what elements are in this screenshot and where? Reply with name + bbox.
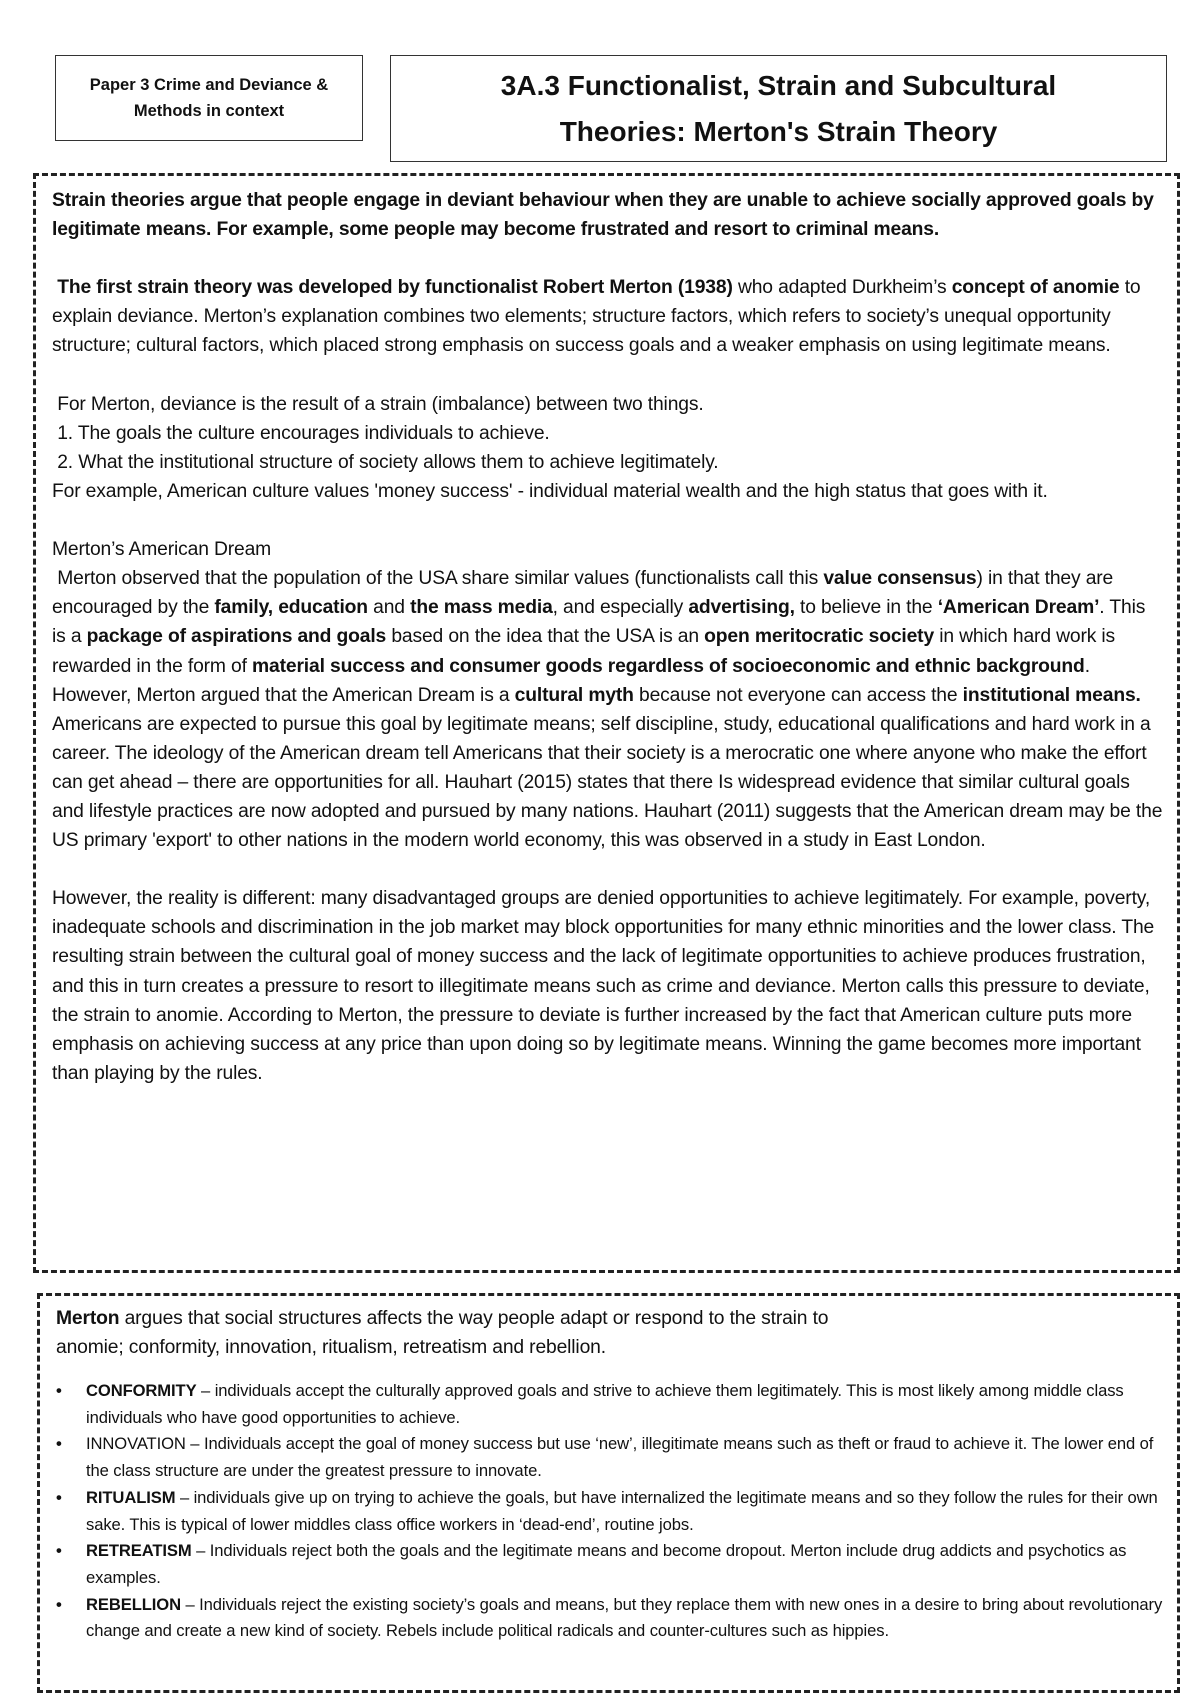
adaptations-section xyxy=(37,1293,1180,1693)
strain-definition: For Merton, deviance is the result of a strain (imbalance) between two things. xyxy=(57,393,704,415)
intro-paragraph xyxy=(52,186,1163,244)
adaptations-list xyxy=(56,1378,1163,1645)
list-item: • REBELLION – Individuals reject the existing society’s goals and means, but they replace them with new ones in a desire to bring about revolutionary change and create a new kind of society. Rebels include political radicals and counter-cultures such as hippies. xyxy=(86,1592,1163,1645)
strain-theory-section xyxy=(33,173,1180,1273)
paper-label-line2: Methods in context xyxy=(133,102,285,120)
paper-label-box xyxy=(55,55,363,141)
intro-text: Strain theories argue that people engage in deviant behaviour when they are unable to achieve socially approved goals by legitimate means. For example, some people may become frustrated and resort to criminal means. xyxy=(52,190,1154,241)
american-dream-heading: Merton’s American Dream xyxy=(52,539,272,561)
american-dream-paragraph: Merton observed that the population of the USA share similar values (functionalists call this value consensus) in that they are encouraged by the family, education and the mass media, and especially advertising, to believe in the ‘American Dream’. This is a package of aspirations and goals based on the idea that the USA is an open meritocratic society in which hard work is rewarded in the form of material success and consumer goods regardless of socioeconomic and ethnic background. However, Merton argued that the American Dream is a cultural myth because not everyone can access the institutional means. xyxy=(52,568,1146,706)
reality-paragraph: However, the reality is different: many disadvantaged groups are denied opportunities to achieve legitimately. For example, poverty, inadequate schools and discrimination in the job market may block opportunities for many ethnic minorities and the lower class. The resulting strain between the cultural goal of money success and the lack of legitimate opportunities to achieve produces frustration, and this in turn creates a pressure to resort to illegitimate means such as crime and deviance. Merton calls this pressure to deviate, the strain to anomie. According to Merton, the pressure to deviate is further increased by the fact that American culture puts more emphasis on achieving success at any price than upon doing so by legitimate means. Winning the game becomes more important than playing by the rules. xyxy=(52,888,1155,1084)
list-item: • RETREATISM – Individuals reject both the goals and the legitimate means and become dropout. Merton include drug addicts and psychotics as examples. xyxy=(86,1538,1163,1591)
legitimate-means-paragraph: Americans are expected to pursue this goal by legitimate means; self discipline, study, educational qualifications and hard work in a career. The ideology of the American dream tell Americans that their society is a merocratic one where anyone who make the effort can get ahead – there are opportunities for all. Hauhart (2015) states that there Is widespread evidence that similar cultural goals and lifestyle practices are now adopted and pursued by many nations. Hauhart (2011) suggests that the American dream may be the US primary 'export' to other nations in the modern world economy, this was observed in a study in East London. xyxy=(52,713,1163,852)
title-line2: Theories: Merton's Strain Theory xyxy=(559,115,998,147)
strain-example: For example, American culture values 'money success' - individual material wealth and the high status that goes with it. xyxy=(52,480,1048,502)
strain-item-2: 2. What the institutional structure of society allows them to achieve legitimately. xyxy=(57,451,719,473)
paper-label-line1: Paper 3 Crime and Deviance & xyxy=(89,76,329,94)
list-item: • INNOVATION – Individuals accept the goal of money success but use ‘new’, illegitimate means such as theft or fraud to achieve it. The lower end of the class structure are under the greatest pressure to innovate. xyxy=(86,1431,1163,1484)
strain-item-1: 1. The goals the culture encourages individuals to achieve. xyxy=(57,422,550,444)
title-box xyxy=(390,55,1167,162)
title-line1: 3A.3 Functionalist, Strain and Subcultural xyxy=(500,69,1057,101)
list-item: • CONFORMITY – individuals accept the culturally approved goals and strive to achieve them legitimately. This is most likely among middle class individuals who have good opportunities to achieve. xyxy=(86,1378,1163,1431)
list-item: • RITUALISM – individuals give up on trying to achieve the goals, but have internalized the legitimate means and so they follow the rules for their own sake. This is typical of lower middles class office workers in ‘dead-end’, routine jobs. xyxy=(86,1485,1163,1538)
merton-paragraph: The first strain theory was developed by functionalist Robert Merton (1938) who adapted Durkheim’s concept of anomie to explain deviance. Merton’s explanation combines two elements; structure factors, which refers to society’s unequal opportunity structure; cultural factors, which placed strong emphasis on success goals and a weaker emphasis on using legitimate means. xyxy=(52,277,1141,357)
adaptations-intro: Merton argues that social structures affects the way people adapt or respond to the strain to anomie; conformity, innovation, ritualism, retreatism and rebellion. xyxy=(56,1308,829,1358)
